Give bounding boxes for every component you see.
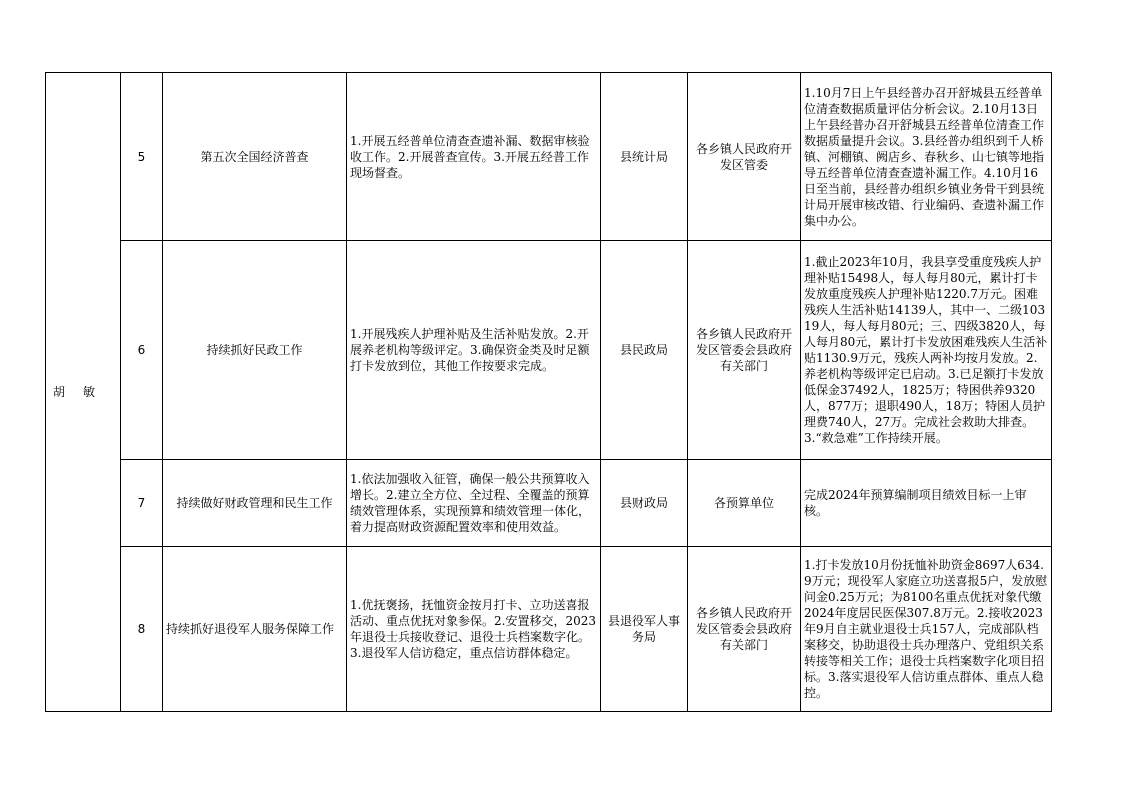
task-name: 持续抓好退役军人服务保障工作	[163, 547, 347, 712]
cooperating-units: 各乡镇人民政府开发区管委	[688, 73, 801, 241]
task-measures: 1.开展五经普单位清查查遗补漏、数据审核验收工作。2.开展普查宣传。3.开展五经普工作现场督查。	[347, 73, 601, 241]
table-row	[46, 73, 1052, 241]
task-table	[45, 72, 1052, 712]
lead-unit: 县退役军人事务局	[601, 547, 688, 712]
task-name: 持续抓好民政工作	[163, 241, 347, 460]
row-number: 5	[121, 73, 163, 241]
lead-unit: 县财政局	[601, 460, 688, 547]
table-row	[46, 460, 1052, 547]
cooperating-units: 各乡镇人民政府开发区管委会县政府有关部门	[688, 241, 801, 460]
task-measures: 1.依法加强收入征管，确保一般公共预算收入增长。2.建立全方位、全过程、全覆盖的预算绩效管理体系，实现预算和绩效管理一体化，着力提高财政资源配置效率和使用效益。	[347, 460, 601, 547]
lead-unit: 县民政局	[601, 241, 688, 460]
task-name: 持续做好财政管理和民生工作	[163, 460, 347, 547]
progress-text: 1.10月7日上午县经普办召开舒城县五经普单位清查数据质量评估分析会议。2.10月13日上午县经普办召开舒城县五经普单位清查工作数据质量提升会议。3.县经普办组织到千人桥镇、河棚镇、阙店乡、春秋乡、山七镇等地指导五经普单位清查查遗补漏工作。4.10月16日至当前，县经普办组织乡镇业务骨干到县统计局开展审核改错、行业编码、查遗补漏工作集中办公。	[801, 73, 1052, 241]
task-measures: 1.开展残疾人护理补贴及生活补贴发放。2.开展养老机构等级评定。3.确保资金类及时足额打卡发放到位，其他工作按要求完成。	[347, 241, 601, 460]
lead-unit: 县统计局	[601, 73, 688, 241]
progress-text: 完成2024年预算编制项目绩效目标一上审核。	[801, 460, 1052, 547]
row-number: 8	[121, 547, 163, 712]
task-measures: 1.优抚褒扬，抚恤资金按月打卡、立功送喜报活动、重点优抚对象参保。2.安置移交，2023年退役士兵接收登记、退役士兵档案数字化。3.退役军人信访稳定，重点信访群体稳定。	[347, 547, 601, 712]
row-number: 7	[121, 460, 163, 547]
cooperating-units: 各预算单位	[688, 460, 801, 547]
task-name: 第五次全国经济普查	[163, 73, 347, 241]
progress-text: 1.截止2023年10月，我县享受重度残疾人护理补贴15498人，每人每月80元，累计打卡发放重度残疾人护理补贴1220.7万元。困难残疾人生活补贴14139人，其中一、二级10319人，每人每月80元；三、四级3820人，每人每月80元，累计打卡发放困难残疾人生活补贴1130.9万元，残疾人两补均按月发放。2.养老机构等级评定已启动。3.已足额打卡发放低保金37492人，1825万；特困供养9320人，877万；退职490人，18万；特困人员护理费740人，27万。完成社会救助大排查。3.“救急难”工作持续开展。	[801, 241, 1052, 460]
cooperating-units: 各乡镇人民政府开发区管委会县政府有关部门	[688, 547, 801, 712]
progress-text: 1.打卡发放10月份抚恤补助资金8697人634.9万元；现役军人家庭立功送喜报5户，发放慰问金0.25万元；为8100名重点优抚对象代缴2024年度居民医保307.8万元。2.接收2023年9月自主就业退役士兵157人，完成部队档案移交，协助退役士兵办理落户、党组织关系转接等相关工作；退役士兵档案数字化项目招标。3.落实退役军人信访重点群体、重点人稳控。	[801, 547, 1052, 712]
responsible-person: 胡敏	[46, 73, 121, 712]
table-row	[46, 547, 1052, 712]
table-row	[46, 241, 1052, 460]
row-number: 6	[121, 241, 163, 460]
